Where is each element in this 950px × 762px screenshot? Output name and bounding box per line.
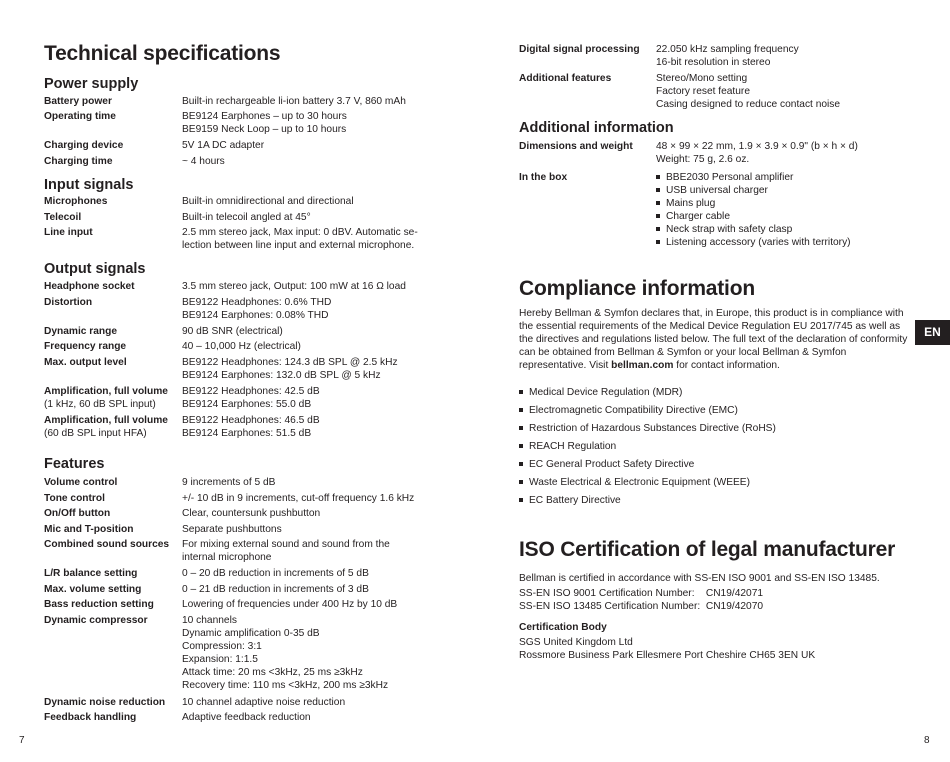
- spec-label: [44, 567, 180, 580]
- spec-label: [44, 195, 180, 208]
- spec-value-line: Compression: 3:1: [182, 641, 262, 652]
- spec-label-text: Tone control: [44, 493, 105, 504]
- spec-value: [182, 110, 472, 136]
- spec-value: [182, 583, 472, 596]
- spec-value: [182, 340, 472, 353]
- spec-value-line: 40 – 10,000 Hz (electrical): [182, 341, 301, 352]
- spec-label-text: Frequency range: [44, 341, 127, 352]
- spec-value: [182, 296, 472, 322]
- spec-value-line: BE9122 Headphones: 0.6% THD: [182, 297, 332, 308]
- spec-value: [182, 356, 472, 382]
- spec-value-line: Attack time: 20 ms <3kHz, 25 ms ≥3kHz: [182, 667, 363, 678]
- spec-label: [44, 110, 180, 123]
- regulation-item: EC General Product Safety Directive: [519, 458, 911, 471]
- spec-value: [182, 414, 472, 440]
- spec-value-line: BE9159 Neck Loop – up to 10 hours: [182, 124, 347, 135]
- spec-label-sub: (1 kHz, 60 dB SPL input): [44, 399, 156, 410]
- spec-value-line: Factory reset feature: [656, 86, 750, 97]
- spec-value-line: BE9124 Earphones: 51.5 dB: [182, 428, 312, 439]
- spec-value-line: Built-in telecoil angled at 45°: [182, 212, 311, 223]
- spec-label-text: Distortion: [44, 297, 93, 308]
- spec-title: Technical specifications: [44, 42, 281, 65]
- spec-label-text: Dynamic noise reduction: [44, 697, 166, 708]
- spec-value: [182, 226, 472, 252]
- regulation-item: EC Battery Directive: [519, 494, 911, 507]
- page-number-right: 8: [924, 735, 930, 746]
- spec-value-line: 5V 1A DC adapter: [182, 140, 265, 151]
- spec-value-line: BE9122 Headphones: 46.5 dB: [182, 415, 320, 426]
- spec-value-line: Lowering of frequencies under 400 Hz by 10 dB: [182, 599, 398, 610]
- spec-label-text: Feedback handling: [44, 712, 137, 723]
- spec-value: [182, 711, 472, 724]
- spec-value-line: Casing designed to reduce contact noise: [656, 99, 841, 110]
- spec-value-line: BE9122 Headphones: 42.5 dB: [182, 386, 320, 397]
- spec-value-line: BE9124 Earphones – up to 30 hours: [182, 111, 347, 122]
- iso-title: ISO Certification of legal manufacturer: [519, 538, 896, 561]
- page-number-left: 7: [19, 735, 25, 746]
- spec-value: [182, 195, 472, 208]
- spec-label: [44, 583, 180, 596]
- spec-value-line: Built-in rechargeable li-ion battery 3.7 V, 860 mAh: [182, 96, 406, 107]
- spec-value: [182, 139, 472, 152]
- output-signals-heading: Output signals: [44, 261, 146, 277]
- spec-label-text: L/R balance setting: [44, 568, 138, 579]
- spec-value-line: 16-bit resolution in stereo: [656, 57, 771, 68]
- dimensions-value: [656, 140, 916, 166]
- cert-body-heading: Certification Body: [519, 622, 607, 633]
- spec-label-text: Max. output level: [44, 357, 127, 368]
- spec-value-line: Expansion: 1:1.5: [182, 654, 258, 665]
- spec-label-text: Dynamic range: [44, 326, 118, 337]
- iso-block: [519, 572, 911, 662]
- compliance-text: Hereby Bellman & Symfon declares that, in Europe, this product is in compliance with the essential requirements of the Medical Device Regulation EU 2017/745 as well as the directives and regulations listed below. The full text of the declaration of conformity can be obtained from Bellman & Symfon or your local Bellman & Symfon representative. Visit: [519, 308, 908, 371]
- spec-label-text: Bass reduction setting: [44, 599, 154, 610]
- spec-label-text: Charging time: [44, 156, 113, 167]
- features-heading: Features: [44, 456, 105, 472]
- spec-value: [182, 614, 472, 692]
- compliance-paragraph: [519, 307, 911, 372]
- inbox-item: Neck strap with safety clasp: [656, 223, 916, 236]
- spec-value: [182, 95, 472, 108]
- spec-value: [182, 385, 472, 411]
- spec-value: [656, 72, 916, 111]
- compliance-text-end: for contact information.: [673, 360, 780, 371]
- regulation-item: Medical Device Regulation (MDR): [519, 386, 911, 399]
- spec-label-text: Headphone socket: [44, 281, 135, 292]
- spec-value: [182, 211, 472, 224]
- spec-value-line: 2.5 mm stereo jack, Max input: 0 dBV. Automatic se-: [182, 227, 418, 238]
- spec-value-line: Separate pushbuttons: [182, 524, 282, 535]
- spec-label: [44, 385, 180, 411]
- spec-value-line: BE9124 Earphones: 55.0 dB: [182, 399, 312, 410]
- spec-label-text: Telecoil: [44, 212, 82, 223]
- spec-value-line: Stereo/Mono setting: [656, 73, 748, 84]
- spec-label: [44, 139, 180, 152]
- spec-value-line: Clear, countersunk pushbutton: [182, 508, 321, 519]
- regulation-item: REACH Regulation: [519, 440, 911, 453]
- inbox-item: BBE2030 Personal amplifier: [656, 171, 916, 184]
- inbox-item: Listening accessory (varies with territory): [656, 236, 916, 249]
- spec-label-sub: (60 dB SPL input HFA): [44, 428, 147, 439]
- spec-value: [182, 476, 472, 489]
- spec-value: [182, 567, 472, 580]
- spec-value-line: Built-in omnidirectional and directional: [182, 196, 354, 207]
- spec-value-line: For mixing external sound and sound from the: [182, 539, 390, 550]
- spec-value-line: Dynamic amplification 0-35 dB: [182, 628, 320, 639]
- spec-label: [519, 72, 655, 85]
- spec-label-text: Battery power: [44, 96, 112, 107]
- spec-label-text: Operating time: [44, 111, 116, 122]
- spec-value-line: lection between line input and external microphone.: [182, 240, 415, 251]
- spec-label: [44, 492, 180, 505]
- inbox-item: Mains plug: [656, 197, 916, 210]
- spec-value: [182, 280, 472, 293]
- spec-value: [656, 43, 916, 69]
- weight-line: Weight: 75 g, 2.6 oz.: [656, 154, 750, 165]
- spec-value-line: 90 dB SNR (electrical): [182, 326, 283, 337]
- spec-label-text: Amplification, full volume: [44, 415, 168, 426]
- spec-label: [44, 296, 180, 309]
- spec-value-line: 0 – 21 dB reduction in increments of 3 dB: [182, 584, 369, 595]
- compliance-title: Compliance information: [519, 277, 755, 300]
- spec-value-line: Adaptive feedback reduction: [182, 712, 311, 723]
- spec-value-line: internal microphone: [182, 552, 272, 563]
- spec-label: [44, 325, 180, 338]
- spec-label-text: Dynamic compressor: [44, 615, 148, 626]
- bellman-link[interactable]: bellman.com: [611, 360, 674, 371]
- spec-label-text: Volume control: [44, 477, 118, 488]
- spec-value-line: 3.5 mm stereo jack, Output: 100 mW at 16 Ω load: [182, 281, 406, 292]
- iso-13485-cert: SS-EN ISO 13485 Certification Number: CN19/42070: [519, 601, 764, 612]
- iso-9001-cert: SS-EN ISO 9001 Certification Number: CN19/42071: [519, 588, 764, 599]
- spec-label: [44, 95, 180, 108]
- cert-body-name: SGS United Kingdom Ltd: [519, 637, 633, 648]
- spec-value: [182, 598, 472, 611]
- spec-label-text: Line input: [44, 227, 93, 238]
- cert-body-address: Rossmore Business Park Ellesmere Port Cheshire CH65 3EN UK: [519, 650, 816, 661]
- additional-info-heading: Additional information: [519, 120, 674, 136]
- inbox-label: In the box: [519, 172, 568, 183]
- spec-value-line: ~ 4 hours: [182, 156, 225, 167]
- spec-label: [44, 211, 180, 224]
- power-supply-heading: Power supply: [44, 76, 139, 92]
- spec-label-text: Charging device: [44, 140, 124, 151]
- regulation-item: Electromagnetic Compatibility Directive (EMC): [519, 404, 911, 417]
- spec-value-line: 9 increments of 5 dB: [182, 477, 276, 488]
- spec-label-text: Digital signal processing: [519, 44, 640, 55]
- spec-label: [44, 507, 180, 520]
- spec-value: [182, 325, 472, 338]
- spec-label: [44, 356, 180, 369]
- regulation-item: Restriction of Hazardous Substances Directive (RoHS): [519, 422, 911, 435]
- spec-label: [44, 523, 180, 536]
- inbox-item: USB universal charger: [656, 184, 916, 197]
- spec-value-line: Recovery time: 110 ms <3kHz, 200 ms ≥3kHz: [182, 680, 389, 691]
- inbox-list-wrap: [656, 171, 916, 249]
- spec-value-line: BE9124 Earphones: 132.0 dB SPL @ 5 kHz: [182, 370, 381, 381]
- spec-value: [182, 523, 472, 536]
- spec-label: [44, 598, 180, 611]
- spec-label-text: Amplification, full volume: [44, 386, 168, 397]
- spec-value-line: 10 channel adaptive noise reduction: [182, 697, 346, 708]
- spec-label-text: Microphones: [44, 196, 108, 207]
- spec-value-line: 10 channels: [182, 615, 237, 626]
- spec-label: [44, 711, 180, 724]
- spec-label: [44, 538, 180, 551]
- spec-label-text: On/Off button: [44, 508, 111, 519]
- spec-value: [182, 492, 472, 505]
- spec-label-text: Mic and T-position: [44, 524, 134, 535]
- spec-label-text: Combined sound sources: [44, 539, 170, 550]
- inbox-list: [656, 171, 916, 249]
- spec-label: [44, 696, 180, 709]
- spec-value-line: +/- 10 dB in 9 increments, cut-off frequency 1.6 kHz: [182, 493, 415, 504]
- spec-label: [44, 280, 180, 293]
- spec-value: [182, 155, 472, 168]
- spec-value: [182, 538, 472, 564]
- input-signals-heading: Input signals: [44, 177, 134, 193]
- spec-label: [44, 155, 180, 168]
- inbox-item: Charger cable: [656, 210, 916, 223]
- spec-label: [44, 226, 180, 239]
- spec-value-line: 22.050 kHz sampling frequency: [656, 44, 799, 55]
- spec-value-line: BE9122 Headphones: 124.3 dB SPL @ 2.5 kHz: [182, 357, 398, 368]
- spec-value-line: BE9124 Earphones: 0.08% THD: [182, 310, 329, 321]
- regulation-item: Waste Electrical & Electronic Equipment (WEEE): [519, 476, 911, 489]
- regulation-list: [519, 386, 911, 512]
- spec-label: [519, 43, 655, 56]
- iso-statement: Bellman is certified in accordance with SS-EN ISO 9001 and SS-EN ISO 13485.: [519, 573, 880, 584]
- spec-label: [44, 414, 180, 440]
- spec-label-text: Additional features: [519, 73, 612, 84]
- dimensions-label: Dimensions and weight: [519, 141, 633, 152]
- spec-value: [182, 696, 472, 709]
- spec-value: [182, 507, 472, 520]
- dimensions-line: 48 × 99 × 22 mm, 1.9 × 3.9 × 0.9" (b × h × d): [656, 141, 858, 152]
- spec-label: [44, 614, 180, 627]
- language-tab[interactable]: EN: [915, 320, 950, 345]
- spec-label-text: Max. volume setting: [44, 584, 142, 595]
- spec-label: [44, 476, 180, 489]
- spec-label: [44, 340, 180, 353]
- spec-value-line: 0 – 20 dB reduction in increments of 5 dB: [182, 568, 369, 579]
